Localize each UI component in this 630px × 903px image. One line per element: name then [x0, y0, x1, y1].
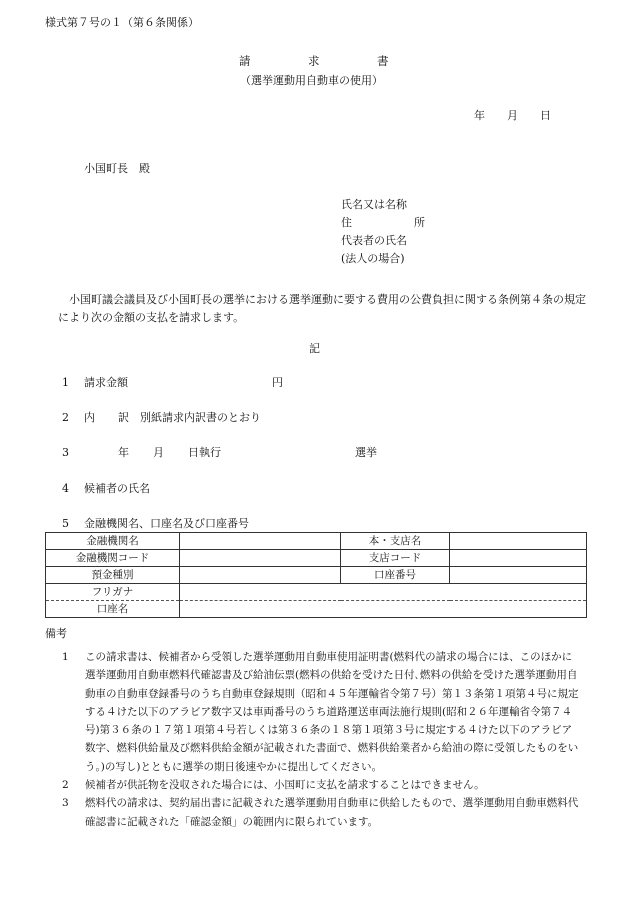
table-row	[46, 533, 587, 550]
corporation-note: (法人の場合)	[341, 252, 405, 265]
item2-label-b: 訳	[118, 411, 129, 424]
notes-list	[62, 648, 582, 831]
item2-label-a: 内	[84, 411, 95, 424]
list-item	[62, 648, 582, 776]
date-line: 年 月 日	[474, 109, 551, 122]
item5-number: 5	[62, 517, 69, 530]
address-char-1: 住	[341, 216, 352, 229]
furigana-label: フリガナ	[46, 584, 180, 601]
note-number: 1	[62, 651, 69, 663]
account-number-label: 口座番号	[341, 567, 450, 584]
item2-number: 2	[62, 411, 69, 424]
item1-number: 1	[62, 376, 69, 389]
note-number: 2	[62, 779, 69, 792]
item4-number: 4	[62, 482, 69, 495]
bank-code-input[interactable]	[180, 550, 341, 567]
bank-name-label: 金融機関名	[46, 533, 180, 550]
deposit-type-input[interactable]	[180, 567, 341, 584]
addressee: 小国町長 殿	[84, 162, 150, 175]
document-subtitle: （選挙運動用自動車の使用）	[240, 74, 383, 87]
note-text: 候補者が供託物を没収された場合には、小国町に支払を請求することはできません。	[85, 779, 485, 792]
claimant-address-label	[341, 217, 425, 228]
item3-day: 日執行	[188, 446, 221, 459]
note-text: この請求書は、候補者から受領した選挙運動用自動車使用証明書(燃料代の請求の場合には、このほかに選挙運動用自動車燃料代確認書及び給油伝票(燃料の供給を受けた日付､燃料の供給を受けた選挙運動用自動車の自動車登録番号のうち自動車登録規則（昭和４５年運輸省令第７号）第１３条第１項第４号に規定する４けた以下のアラビア数字又は車両番号のうち道路運送車両法施行規則(昭和２６年運輸省令第７４号)第３６条の１７第１項第４号若しくは第３６条の１８第１項第３号に規定する４けた以下のアラビア数字、燃料供給量及び燃料供給金額が記載された書面で、燃料供給業者から給油の際に受領したものをいう。)の写し)とともに選挙の期日後速やかに提出してください。	[85, 651, 579, 773]
item2-value: 別紙請求内訳書のとおり	[140, 411, 261, 424]
list-item	[62, 794, 582, 831]
branch-name-label: 本・支店名	[341, 533, 450, 550]
claimant-name-label: 氏名又は名称	[341, 198, 407, 211]
account-name-label: 口座名	[46, 601, 180, 618]
item5-label: 金融機関名、口座名及び口座番号	[84, 517, 249, 530]
branch-code-label: 支店コード	[341, 550, 450, 567]
furigana-input[interactable]	[180, 584, 587, 601]
branch-code-input[interactable]	[450, 550, 587, 567]
list-item	[62, 776, 582, 794]
item1-label: 請求金額	[84, 376, 128, 389]
document-title: 請 求 書	[239, 54, 389, 68]
item1-unit: 円	[272, 376, 283, 389]
item4-label: 候補者の氏名	[84, 482, 150, 495]
representative-label: 代表者の氏名	[341, 234, 407, 247]
account-table	[45, 532, 587, 618]
table-row	[46, 601, 587, 618]
account-name-input[interactable]	[180, 601, 587, 618]
branch-name-input[interactable]	[450, 533, 587, 550]
item3-election: 選挙	[355, 446, 377, 459]
request-body-text: 小国町議会議員及び小国町長の選挙における選挙運動に要する費用の公費負担に関する条例第４条の規定により次の金額の支払を請求します。	[58, 293, 586, 324]
table-row	[46, 550, 587, 567]
item3-year: 年	[118, 446, 129, 459]
note-text: 燃料代の請求は、契約届出書に記載された選挙運動用自動車に供給したもので、選挙運動用自動車燃料代確認書に記載された「確認金額」の範囲内に限られています。	[85, 797, 579, 828]
ki-heading: 記	[309, 342, 320, 355]
item3-month: 月	[153, 446, 164, 459]
table-row	[46, 567, 587, 584]
account-number-input[interactable]	[450, 567, 587, 584]
note-number: 3	[62, 797, 69, 810]
item3-number: 3	[62, 446, 69, 459]
bank-name-input[interactable]	[180, 533, 341, 550]
form-number: 様式第７号の１（第６条関係）	[45, 16, 199, 29]
notes-heading: 備考	[45, 627, 67, 640]
table-row	[46, 584, 587, 601]
bank-code-label: 金融機関コード	[46, 550, 180, 567]
deposit-type-label: 預金種別	[46, 567, 180, 584]
address-char-2: 所	[414, 216, 425, 229]
